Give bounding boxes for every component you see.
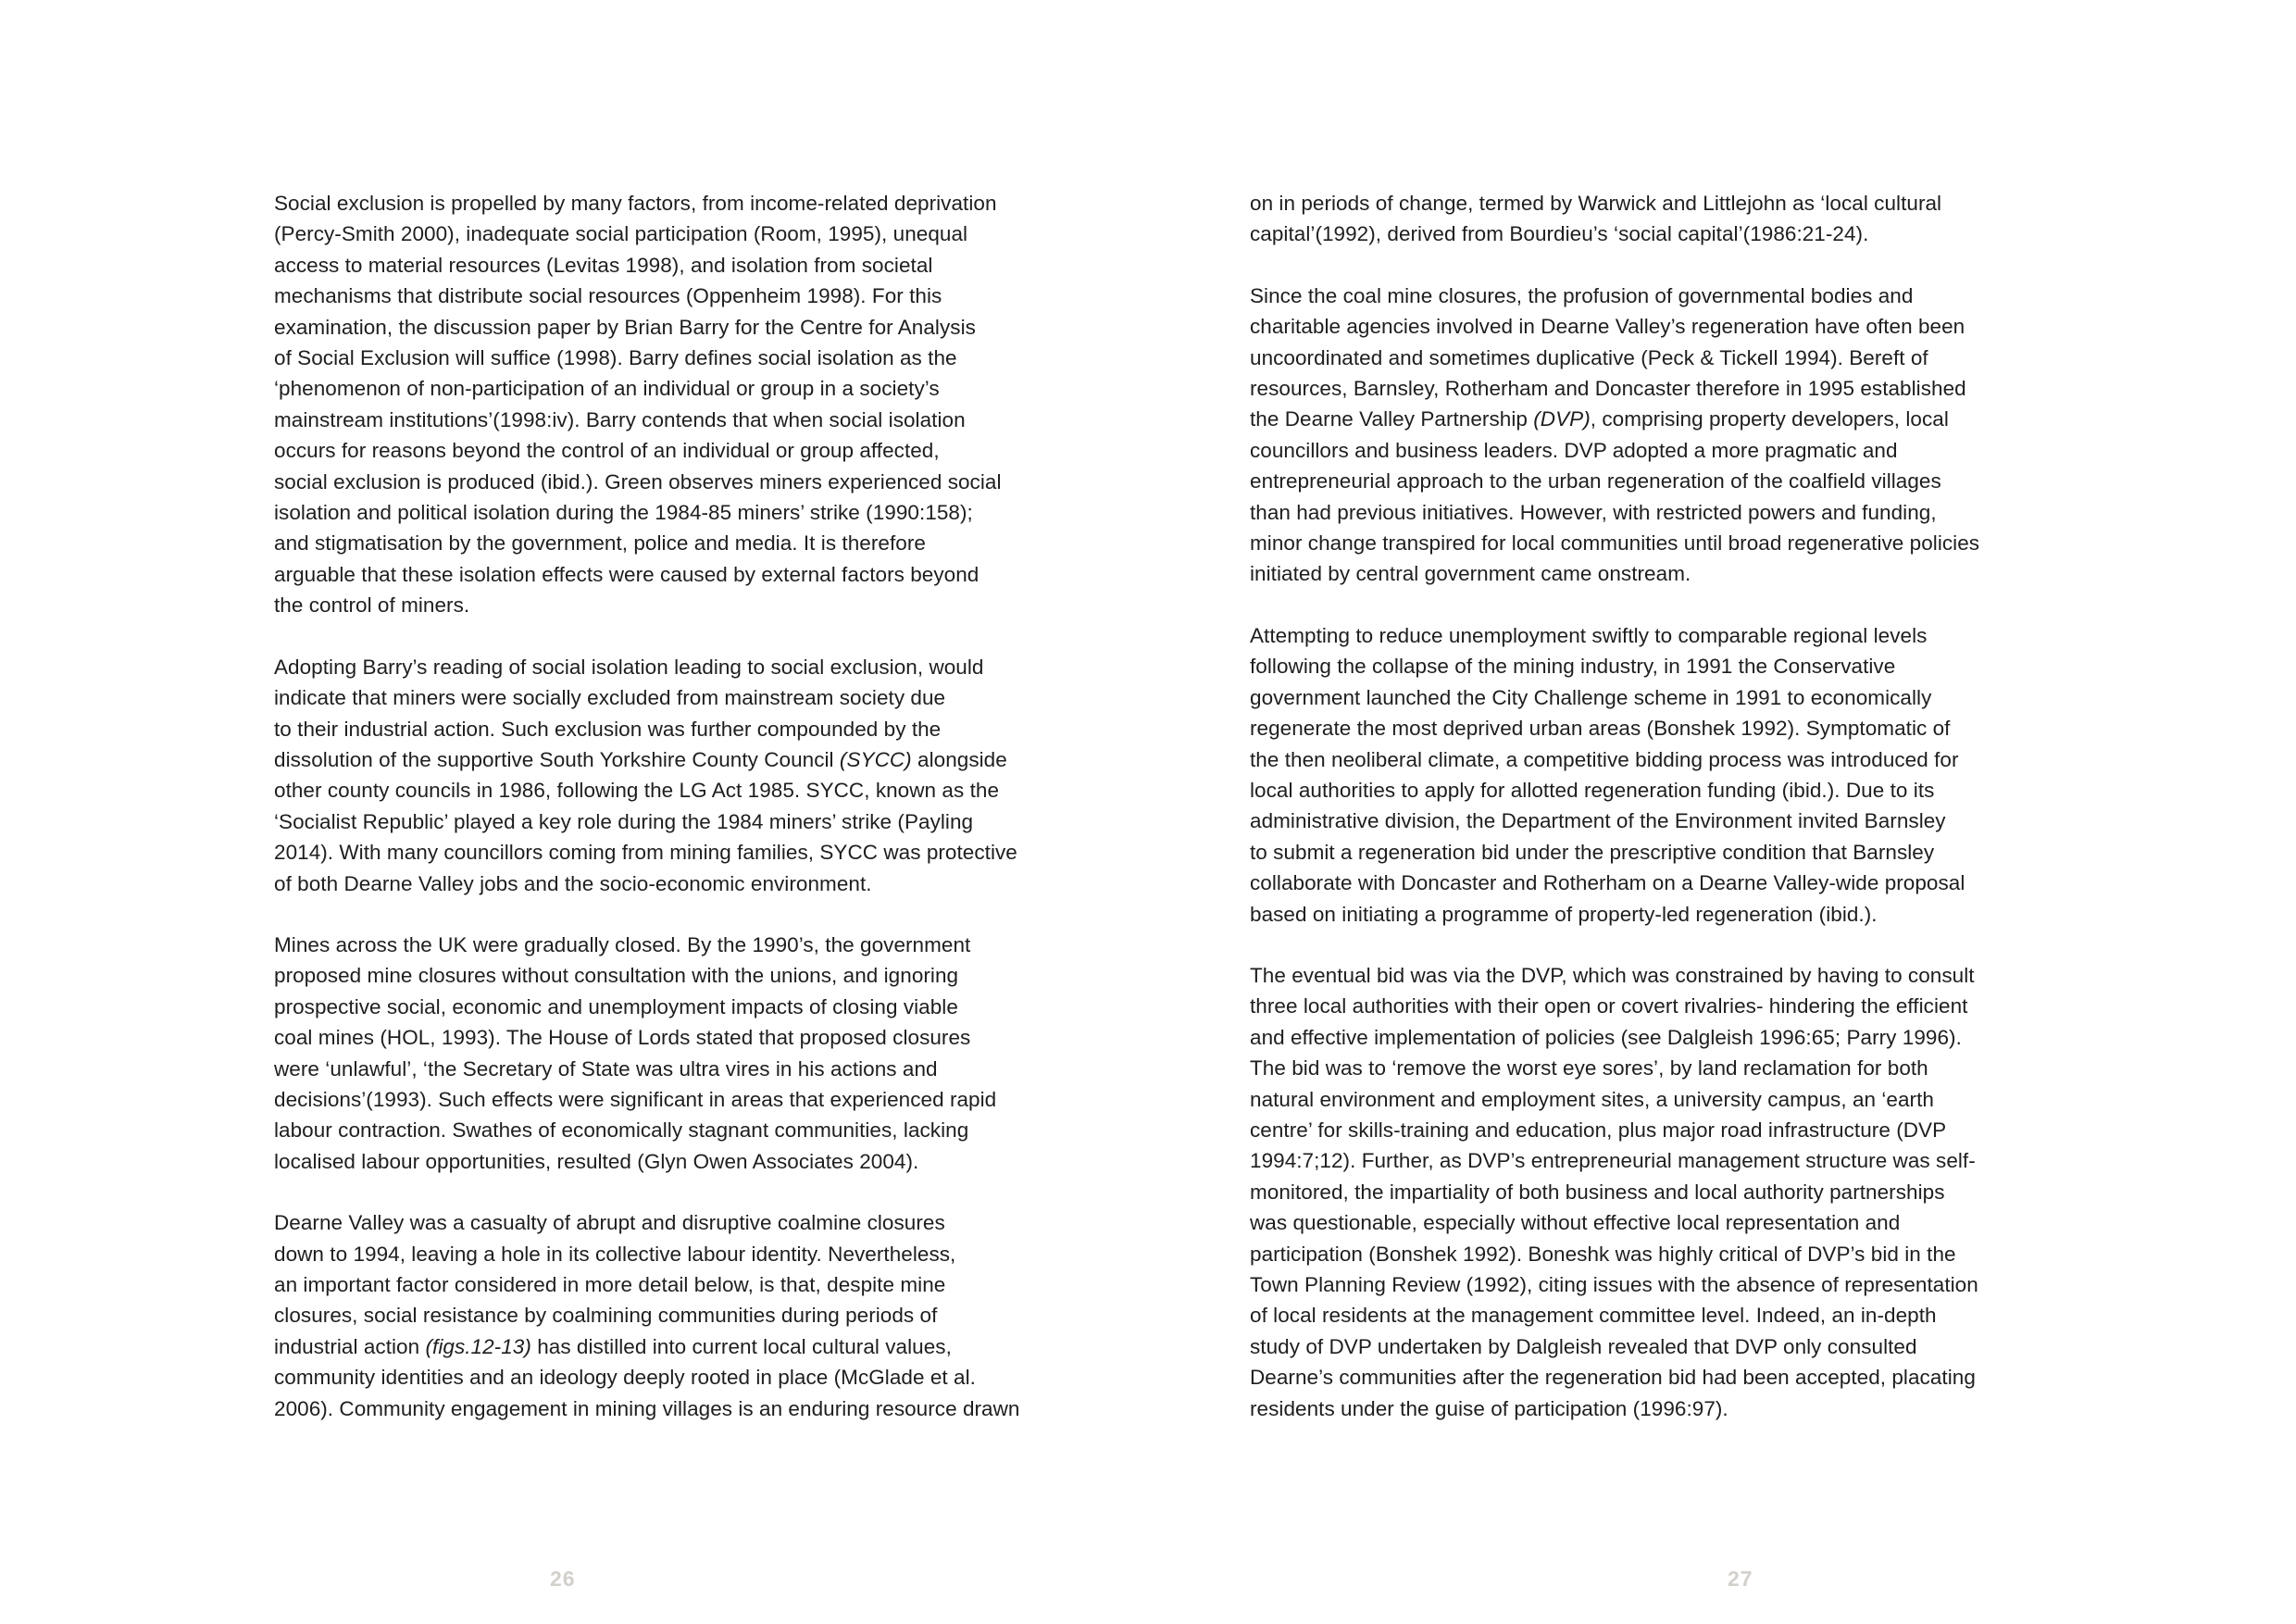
text-segment: ‘phenomenon of non-participation of an individual or group in a society’s	[274, 377, 940, 401]
text-line	[274, 1269, 1070, 1300]
text-line	[1250, 497, 2046, 528]
text-line	[274, 682, 1070, 713]
text-line	[1250, 651, 2046, 681]
text-line	[1250, 219, 2046, 249]
text-line	[274, 652, 1070, 682]
text-line	[1250, 343, 2046, 373]
paragraph	[1250, 188, 2046, 250]
text-segment: Dearne’s communities after the regeneration bid had been accepted, placating	[1250, 1366, 1976, 1390]
text-line	[1250, 1022, 2046, 1053]
text-line	[274, 590, 1070, 620]
text-line	[1250, 1239, 2046, 1269]
text-line	[1250, 188, 2046, 219]
text-segment: study of DVP undertaken by Dalgleish revealed that DVP only consulted	[1250, 1334, 1917, 1358]
text-segment: prospective social, economic and unemployment impacts of closing viable	[274, 994, 958, 1018]
paragraph	[274, 652, 1070, 899]
text-line	[274, 1331, 1070, 1362]
text-line	[274, 1300, 1070, 1330]
text-segment: dissolution of the supportive South Yorkshire County Council	[274, 747, 840, 771]
text-segment: , comprising property developers, local	[1590, 407, 1949, 431]
text-segment: 1994:7;12). Further, as DVP’s entrepreneurial management structure was self-	[1250, 1149, 1976, 1173]
text-segment: monitored, the impartiality of both business and local authority partnerships	[1250, 1180, 1945, 1204]
text-segment: The bid was to ‘remove the worst eye sores’, by land reclamation for both	[1250, 1056, 1928, 1081]
text-segment: of local residents at the management committee level. Indeed, an in-depth	[1250, 1304, 1937, 1328]
text-segment: of both Dearne Valley jobs and the socio-economic environment.	[274, 871, 872, 895]
text-line	[274, 744, 1070, 775]
text-segment: social exclusion is produced (ibid.). Green observes miners experienced social	[274, 469, 1002, 493]
text-segment: centre’ for skills-training and education, plus major road infrastructure (DVP	[1250, 1118, 1947, 1142]
text-segment: capital’(1992), derived from Bourdieu’s ‘social capital’(1986:21-24).	[1250, 222, 1869, 246]
text-segment: proposed mine closures without consultation with the unions, and ignoring	[274, 964, 959, 988]
paragraph	[1250, 620, 2046, 930]
text-line	[1250, 991, 2046, 1021]
text-line	[1250, 1393, 2046, 1424]
text-segment: based on initiating a programme of property-led regeneration (ibid.).	[1250, 902, 1878, 926]
text-line	[274, 1146, 1070, 1177]
text-segment: The eventual bid was via the DVP, which was constrained by having to consult	[1250, 963, 1975, 987]
text-segment: the Dearne Valley Partnership	[1250, 407, 1534, 431]
text-segment: Since the coal mine closures, the profusion of governmental bodies and	[1250, 283, 1914, 307]
text-segment: access to material resources (Levitas 1998), and isolation from societal	[274, 253, 933, 277]
text-segment: entrepreneurial approach to the urban regeneration of the coalfield villages	[1250, 469, 1941, 493]
text-segment: decisions’(1993). Such effects were significant in areas that experienced rapid	[274, 1087, 997, 1111]
text-line	[1250, 899, 2046, 930]
text-line	[274, 528, 1070, 558]
text-segment: mechanisms that distribute social resources (Oppenheim 1998). For this	[274, 284, 942, 308]
text-segment: coal mines (HOL, 1993). The House of Lords stated that proposed closures	[274, 1026, 971, 1050]
text-segment: labour contraction. Swathes of economically stagnant communities, lacking	[274, 1118, 969, 1143]
text-line	[1250, 466, 2046, 496]
text-segment: examination, the discussion paper by Brian Barry for the Centre for Analysis	[274, 315, 976, 339]
text-segment: industrial action	[274, 1334, 426, 1358]
text-line	[274, 960, 1070, 991]
text-line	[1250, 281, 2046, 311]
text-line	[274, 281, 1070, 311]
text-line	[274, 219, 1070, 249]
text-line	[274, 775, 1070, 806]
text-segment: three local authorities with their open or covert rivalries- hindering the efficient	[1250, 994, 1968, 1018]
text-line	[274, 467, 1070, 497]
text-segment: than had previous initiatives. However, with restricted powers and funding,	[1250, 500, 1937, 524]
text-line	[274, 806, 1070, 837]
text-line	[274, 930, 1070, 960]
text-line	[1250, 620, 2046, 651]
text-segment: (Percy-Smith 2000), inadequate social participation (Room, 1995), unequal	[274, 222, 968, 246]
text-line	[274, 1022, 1070, 1053]
text-line	[1250, 373, 2046, 404]
text-segment: isolation and political isolation during the 1984-85 miners’ strike (1990:158);	[274, 501, 973, 525]
text-segment: uncoordinated and sometimes duplicative (Peck & Tickell 1994). Bereft of	[1250, 345, 1928, 369]
paragraph	[1250, 281, 2046, 590]
text-line	[274, 1207, 1070, 1238]
italic-reference: (figs.12-13)	[425, 1334, 531, 1358]
text-line	[274, 868, 1070, 899]
text-line	[1250, 435, 2046, 466]
text-line	[1250, 528, 2046, 558]
text-segment: Mines across the UK were gradually closed. By the 1990’s, the government	[274, 932, 971, 956]
text-segment: down to 1994, leaving a hole in its collective labour identity. Nevertheless,	[274, 1242, 956, 1266]
text-segment: 2006). Community engagement in mining villages is an enduring resource drawn	[274, 1396, 1020, 1420]
text-segment: government launched the City Challenge scheme in 1991 to economically	[1250, 685, 1932, 709]
text-line	[1250, 868, 2046, 898]
text-segment: Attempting to reduce unemployment swiftly to comparable regional levels	[1250, 623, 1928, 647]
text-segment: following the collapse of the mining industry, in 1991 the Conservative	[1250, 655, 1896, 679]
italic-reference: (DVP)	[1533, 407, 1591, 431]
page-number: 26	[550, 1567, 576, 1591]
text-line	[1250, 404, 2046, 434]
paragraph	[1250, 960, 2046, 1424]
page-number: 27	[1728, 1567, 1753, 1591]
text-segment: Town Planning Review (1992), citing issues with the absence of representation	[1250, 1273, 1978, 1296]
text-line	[1250, 713, 2046, 743]
text-line	[274, 312, 1070, 343]
text-line	[1250, 1300, 2046, 1330]
text-line	[1250, 1269, 2046, 1300]
text-segment: the then neoliberal climate, a competitive bidding process was introduced for	[1250, 747, 1959, 771]
text-line	[1250, 837, 2046, 868]
text-segment: regenerate the most deprived urban areas (Bonshek 1992). Symptomatic of	[1250, 717, 1951, 741]
text-line	[274, 405, 1070, 435]
text-segment: to submit a regeneration bid under the prescriptive condition that Barnsley	[1250, 840, 1935, 864]
text-segment: resources, Barnsley, Rotherham and Doncaster therefore in 1995 established	[1250, 377, 1966, 401]
text-line	[274, 559, 1070, 590]
text-segment: administrative division, the Department of the Environment invited Barnsley	[1250, 809, 1946, 833]
text-segment: minor change transpired for local communities until broad regenerative policies	[1250, 531, 1980, 556]
text-segment: participation (Bonshek 1992). Boneshk was highly critical of DVP’s bid in the	[1250, 1242, 1956, 1266]
text-segment: and effective implementation of policies (see Dalgleish 1996:65; Parry 1996).	[1250, 1025, 1962, 1049]
text-segment: Adopting Barry’s reading of social isolation leading to social exclusion, would	[274, 655, 984, 679]
text-line	[1250, 806, 2046, 836]
right-page-text-column	[1250, 188, 2046, 1455]
right-page	[1148, 0, 2296, 1624]
text-segment: on in periods of change, termed by Warwick and Littlejohn as ‘local cultural	[1250, 192, 1942, 215]
text-line	[274, 992, 1070, 1022]
text-segment: residents under the guise of participation (1996:97).	[1250, 1396, 1728, 1420]
text-segment: initiated by central government came onstream.	[1250, 562, 1691, 586]
text-line	[1250, 558, 2046, 589]
text-segment: indicate that miners were socially excluded from mainstream society due	[274, 686, 946, 710]
text-line	[274, 714, 1070, 744]
text-line	[274, 188, 1070, 219]
text-line	[274, 1239, 1070, 1269]
text-line	[1250, 960, 2046, 991]
text-segment: closures, social resistance by coalmining communities during periods of	[274, 1304, 938, 1328]
text-line	[1250, 1362, 2046, 1393]
text-segment: to their industrial action. Such exclusion was further compounded by the	[274, 717, 942, 741]
text-segment: Dearne Valley was a casualty of abrupt and disruptive coalmine closures	[274, 1211, 945, 1235]
text-segment: the control of miners.	[274, 593, 470, 618]
italic-reference: (SYCC)	[839, 747, 912, 771]
text-segment: Social exclusion is propelled by many factors, from income-related deprivation	[274, 192, 997, 215]
text-segment: was questionable, especially without effective local representation and	[1250, 1211, 1901, 1235]
text-segment: were ‘unlawful’, ‘the Secretary of State was ultra vires in his actions and	[274, 1056, 938, 1081]
text-line	[1250, 311, 2046, 342]
text-segment: other county councils in 1986, following the LG Act 1985. SYCC, known as the	[274, 779, 1000, 803]
text-line	[274, 1393, 1070, 1424]
text-segment: mainstream institutions’(1998:iv). Barry contends that when social isolation	[274, 407, 966, 431]
text-line	[1250, 744, 2046, 775]
text-segment: of Social Exclusion will suffice (1998). Barry defines social isolation as the	[274, 346, 957, 370]
text-line	[274, 250, 1070, 281]
text-segment: local authorities to apply for allotted regeneration funding (ibid.). Due to its	[1250, 778, 1935, 802]
text-segment: community identities and an ideology deeply rooted in place (McGlade et al.	[274, 1366, 976, 1390]
text-line	[274, 497, 1070, 528]
text-segment: an important factor considered in more detail below, is that, despite mine	[274, 1273, 946, 1296]
text-segment: alongside	[911, 747, 1007, 771]
text-segment: councillors and business leaders. DVP adopted a more pragmatic and	[1250, 438, 1898, 462]
text-line	[1250, 1331, 2046, 1362]
text-line	[1250, 1115, 2046, 1145]
text-segment: localised labour opportunities, resulted (Glyn Owen Associates 2004).	[274, 1149, 919, 1173]
paragraph	[274, 930, 1070, 1177]
text-line	[1250, 775, 2046, 806]
text-segment: charitable agencies involved in Dearne Valley’s regeneration have often been	[1250, 315, 1965, 339]
text-line	[274, 343, 1070, 373]
text-segment: natural environment and employment sites, a university campus, an ‘earth	[1250, 1087, 1934, 1111]
text-segment: occurs for reasons beyond the control of an individual or group affected,	[274, 439, 940, 463]
text-line	[274, 1362, 1070, 1393]
left-page-text-column	[274, 188, 1070, 1455]
text-line	[274, 837, 1070, 868]
text-line	[1250, 1053, 2046, 1083]
text-line	[274, 373, 1070, 404]
text-segment: ‘Socialist Republic’ played a key role during the 1984 miners’ strike (Payling	[274, 809, 974, 833]
text-segment: 2014). With many councillors coming from mining families, SYCC was protective	[274, 841, 1017, 865]
text-line	[274, 1115, 1070, 1145]
text-line	[274, 1084, 1070, 1115]
paragraph	[274, 1207, 1070, 1424]
text-segment: and stigmatisation by the government, police and media. It is therefore	[274, 531, 926, 556]
text-segment: collaborate with Doncaster and Rotherham on a Dearne Valley-wide proposal	[1250, 871, 1965, 895]
text-segment: has distilled into current local cultural values,	[530, 1334, 952, 1358]
text-segment: arguable that these isolation effects were caused by external factors beyond	[274, 562, 980, 586]
text-line	[1250, 1207, 2046, 1238]
text-line	[1250, 1084, 2046, 1115]
text-line	[274, 1054, 1070, 1084]
text-line	[1250, 1145, 2046, 1176]
paragraph	[274, 188, 1070, 621]
text-line	[274, 435, 1070, 466]
text-line	[1250, 682, 2046, 713]
text-line	[1250, 1177, 2046, 1207]
